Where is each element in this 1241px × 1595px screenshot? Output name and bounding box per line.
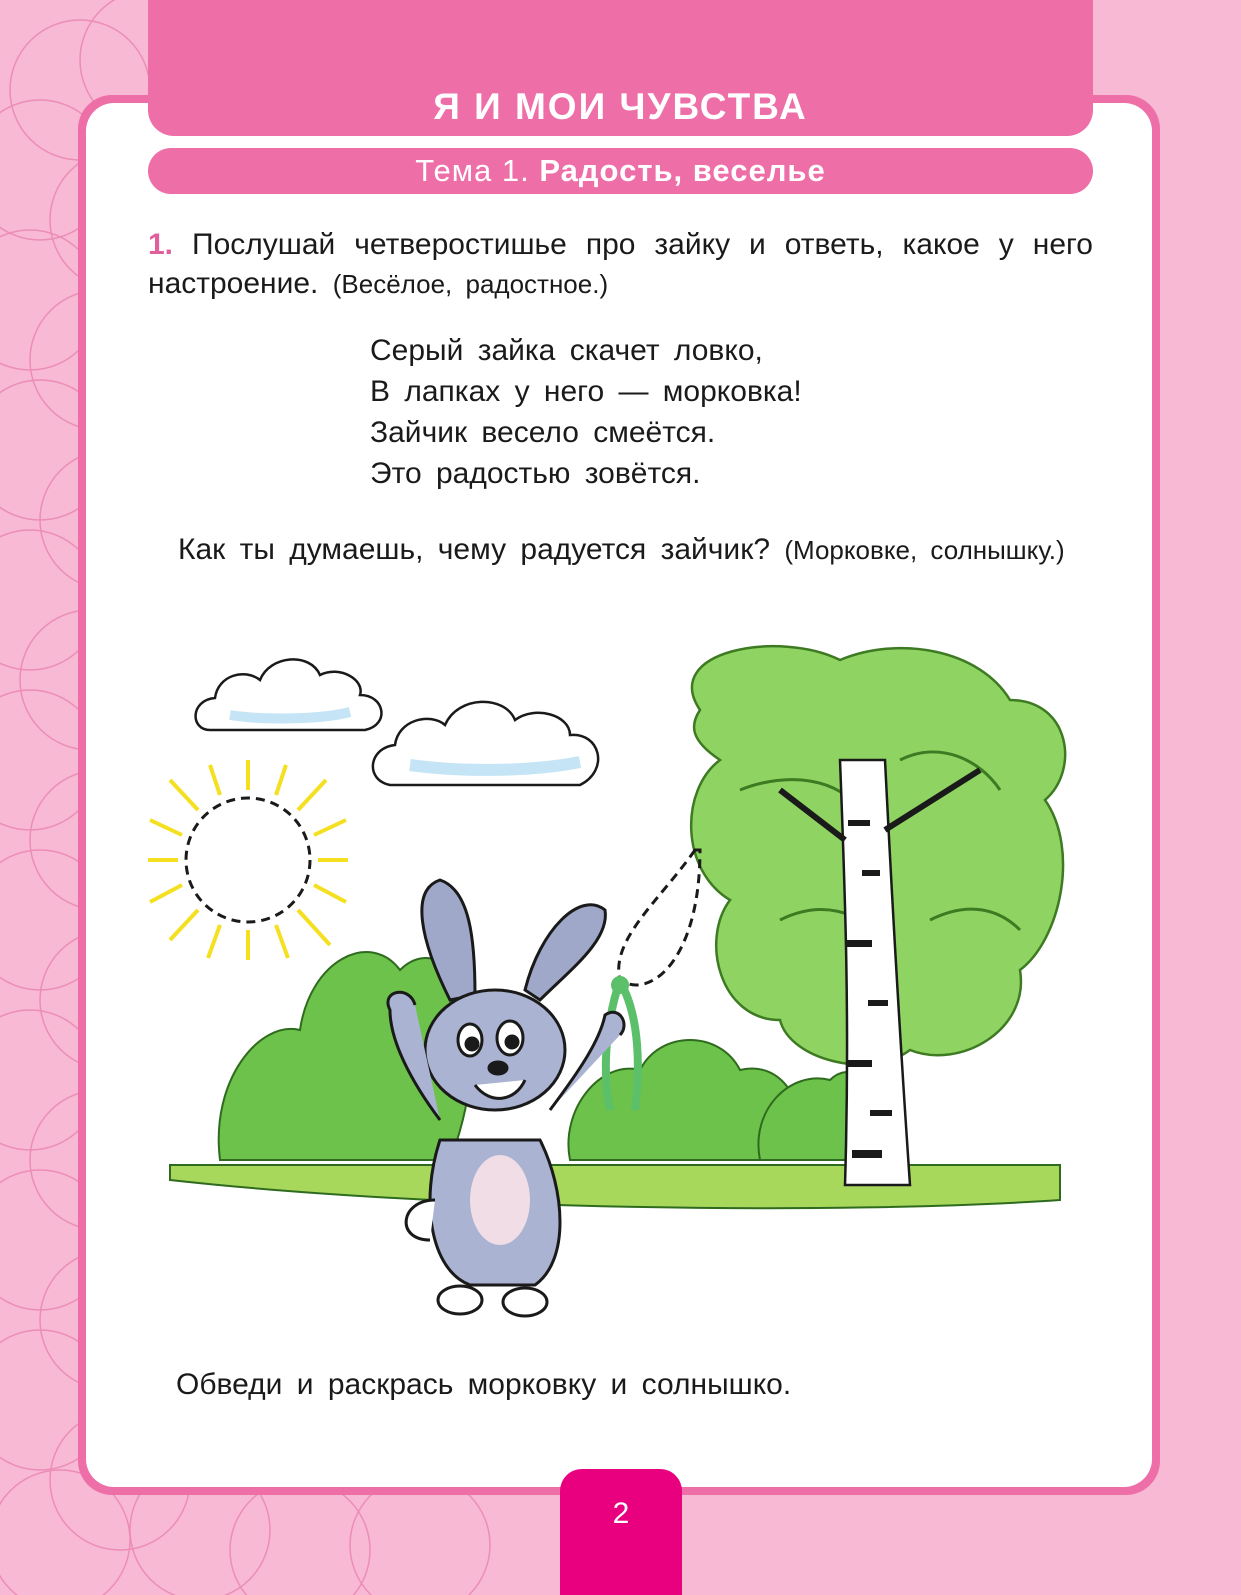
exercise-1-text: Послушай четверостишье про зайку и ответь, какое у него настроение. — [148, 228, 1093, 300]
topic-bar — [148, 148, 1093, 194]
poem-line: Зайчик весело смеётся. — [370, 416, 716, 449]
topic-title: Радость, веселье — [539, 153, 826, 188]
cloud-right — [373, 702, 598, 785]
topic-prefix: Тема 1. — [415, 153, 530, 188]
chapter-title: Я И МОИ ЧУВСТВА — [433, 86, 808, 127]
illustration-rabbit-scene — [140, 640, 1100, 1340]
page-number: 2 — [560, 1469, 682, 1595]
poem-line: Это радостью зовётся. — [370, 457, 701, 490]
question-2 — [148, 530, 1093, 570]
poem-line: Серый зайка скачет ловко, — [370, 334, 763, 367]
grass — [170, 1165, 1060, 1208]
exercise-number: 1. — [148, 228, 174, 261]
question-2-text: Как ты думаешь, чему радуется зайчик? — [178, 533, 771, 566]
exercise-1-answer: (Весёлое, радостное.) — [332, 269, 609, 299]
cloud-left — [196, 659, 382, 730]
sun-outline — [148, 760, 348, 960]
poem — [370, 330, 970, 494]
task-instruction: Обведи и раскрась морковку и солнышко. — [176, 1368, 792, 1401]
poem-line: В лапках у него — морковка! — [370, 375, 802, 408]
exercise-1 — [148, 225, 1093, 304]
question-2-answer: (Морковке, солнышку.) — [784, 535, 1065, 565]
